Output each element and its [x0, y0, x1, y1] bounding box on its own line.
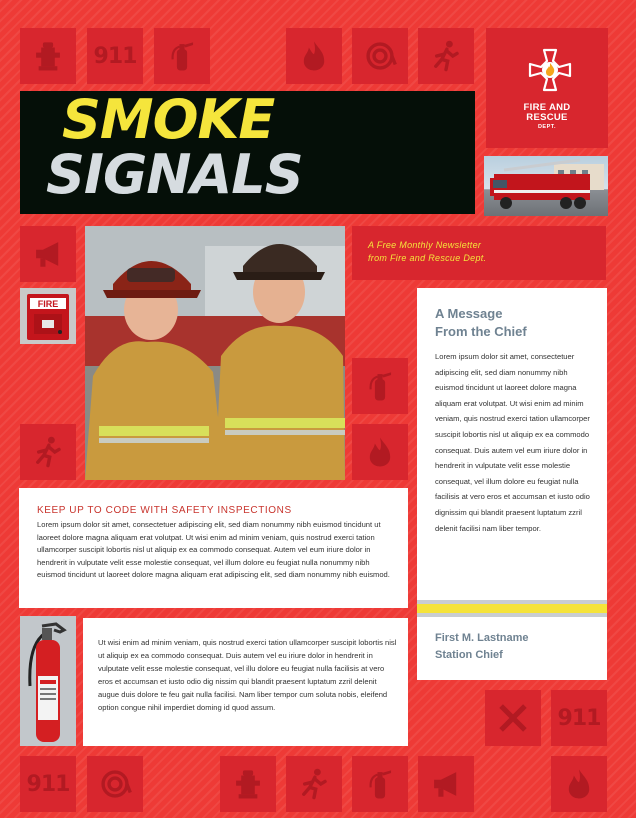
fire-extinguisher-photo	[20, 616, 76, 746]
department-name-line2: RESCUE	[526, 112, 568, 123]
running-person-icon	[286, 756, 342, 812]
chief-heading-line2: From the Chief	[435, 324, 527, 339]
reflective-stripe-yellow	[417, 604, 607, 613]
reflective-stripe-bottom	[417, 613, 607, 617]
tagline-line1: A Free Monthly Newsletter	[368, 240, 482, 250]
megaphone-icon	[20, 226, 76, 282]
article-heading: KEEP UP TO CODE WITH SAFETY INSPECTIONS	[37, 505, 292, 516]
hose-icon	[352, 28, 408, 84]
maltese-cross-icon	[528, 48, 572, 92]
masthead-title-line2: SIGNALS	[46, 143, 303, 206]
fire-alarm-label: FIRE	[37, 299, 59, 309]
chief-heading-line1: A Message	[435, 306, 503, 321]
chief-title: Station Chief	[435, 649, 503, 661]
running-person-icon	[418, 28, 474, 84]
masthead-title-line1: SMOKE	[62, 88, 275, 151]
hydrant-icon	[220, 756, 276, 812]
hose-icon	[87, 756, 143, 812]
firefighters-photo	[85, 226, 345, 480]
tagline-line2: from Fire and Rescue Dept.	[368, 253, 487, 263]
extinguisher-icon	[352, 756, 408, 812]
911-icon: 911	[551, 690, 607, 746]
fire-alarm-photo	[20, 288, 76, 344]
chief-name: First M. Lastname	[435, 632, 529, 644]
megaphone-icon	[418, 756, 474, 812]
article-body: Lorem ipsum dolor sit amet, consectetuer adipiscing elit, sed diam nonummy nibh euismod tincidunt ut laoreet dolore magna aliquam erat volutpat. Ut wisi enim ad minim veniam, quis nostrud exerci tation ullamcorper suscipit lobortis nisl ut aliquip ex ea commodo consequat. Autem vel eum iriure dolor in hendrerit in vulputate velit esse molestie consequat, vel illum dolore eu feugiat nulla nonummy nibh euismod tincidunt ut laoreet dolore magna aliquam erat adipiscing elit, sed diam nonummy nibh euismod.	[37, 520, 390, 580]
department-name-line1: FIRE AND	[523, 102, 571, 113]
hydrant-icon	[20, 28, 76, 84]
article-body: Ut wisi enim ad minim veniam, quis nostrud exerci tation ullamcorper suscipit lobortis nisl ut aliquip ex ea commodo consequat. Duis autem vel eu iriure dolor in hendrerit in vulputate velit esse molestie consequat, vel illu dolore eu feugiat nulla facilisis at vero eros et accumsan et iusto odio dig nissim qui blandit praesent luptatum zzril delenit augue duis dolore te feu gait nulla facilisi. Nam liber tempor cum soluta nobis, eleifend option congue nihil imperdiet doming id quod assum.	[98, 638, 397, 713]
flame-icon	[286, 28, 342, 84]
911-icon: 911	[20, 756, 76, 812]
extinguisher-icon	[352, 358, 408, 414]
extinguisher-icon	[154, 28, 210, 84]
chief-message-body: Lorem ipsum dolor sit amet, consectetuer adipiscing elit, sed diam nonummy nibh euismod tincidunt ut laoreet dolore magna aliquam erat volutpat. Ut wisi enim ad minim veniam, quis nostrud exerci tation ullamcorper suscipit lobortis nisl ut aliquip ex ea commodo consequat. Duis autem vel eum iriure dolor in hendrerit in vulputate velit esse molestie consequat, vel illum dolore eu feugiat nulla facilisis at vero eros et accumsan et iusto odio dignissim qui blandit praesent luptatum zzril delenit facilisi nam liber tempor.	[435, 352, 590, 533]
axes-icon	[485, 690, 541, 746]
department-name-line3: DEPT.	[537, 124, 557, 130]
fire-truck-photo	[484, 156, 608, 216]
running-person-icon	[20, 424, 76, 480]
911-icon: 911	[87, 28, 143, 84]
flame-icon	[352, 424, 408, 480]
flame-icon	[551, 756, 607, 812]
